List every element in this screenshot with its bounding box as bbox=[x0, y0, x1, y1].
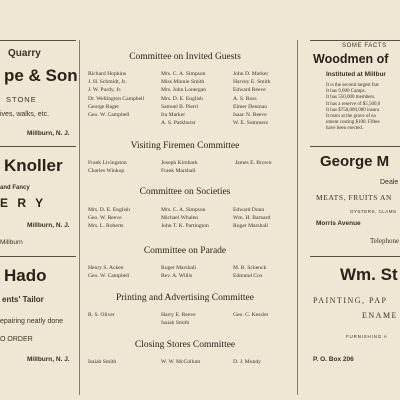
list-item: Michael Whalen bbox=[161, 215, 199, 222]
list-item: Edward Reeve bbox=[233, 87, 266, 94]
list-item: J. H. Schmidt, Jr. bbox=[88, 79, 127, 86]
list-item: Rev. A. Willis bbox=[161, 273, 193, 280]
section-title-visiting-firemen: Visiting Firemen Committee bbox=[130, 141, 240, 151]
list-item: Isaac N. Reeve bbox=[233, 112, 267, 119]
section-1-col-2 bbox=[235, 159, 272, 167]
list-item: It rears at the grave of ea bbox=[326, 114, 376, 120]
section-5-col-1 bbox=[161, 358, 200, 366]
list-item: have been erected. bbox=[326, 126, 364, 132]
divider-right bbox=[297, 40, 298, 395]
millburn-text-2: Millburn, N. J. bbox=[27, 222, 70, 229]
section-title-parade: Committee on Parade bbox=[143, 246, 227, 256]
list-item: Frank Livingston bbox=[88, 160, 127, 166]
pe-son-heading: pe & Son bbox=[4, 66, 78, 85]
section-2-col-2 bbox=[233, 206, 270, 231]
list-item: Charles Winkop bbox=[88, 168, 125, 175]
list-item: Mrs. L. Roberts bbox=[88, 223, 124, 230]
facts-list bbox=[326, 83, 380, 133]
list-item: Richard Hopkins bbox=[88, 71, 127, 77]
list-item: Isaiah Smith bbox=[88, 359, 117, 365]
list-item: It has 550,000 members. bbox=[326, 95, 376, 101]
section-4-col-1 bbox=[161, 311, 196, 327]
section-5-col-2 bbox=[233, 358, 261, 366]
list-item: John D. Marker bbox=[233, 71, 269, 77]
millburn-text-4: Millburn, N. J. bbox=[27, 356, 70, 363]
right-rule-2 bbox=[310, 146, 400, 147]
list-item: Mrs. D. E. English bbox=[161, 95, 203, 102]
list-item: It has 9,000 Camps. bbox=[326, 89, 366, 95]
section-title-printing: Printing and Advertising Committee bbox=[115, 293, 254, 303]
list-item: Roger Marshall bbox=[233, 223, 268, 230]
millburn-text-3: Millburn bbox=[0, 239, 23, 246]
quarry-text: Quarry bbox=[8, 48, 41, 59]
dealer-text: Deale bbox=[380, 179, 399, 186]
telephone-text: Telephone bbox=[370, 237, 400, 245]
meats-text: MEATS, FRUITS AN bbox=[316, 193, 393, 202]
list-item: W. E. Summers bbox=[233, 120, 268, 127]
list-item: A. S. Ross bbox=[233, 95, 257, 102]
pobox-text: P. O. Box 206 bbox=[313, 356, 354, 363]
list-item: Geo. W. Campbell bbox=[88, 273, 130, 280]
section-4-col-0 bbox=[88, 311, 115, 319]
list-item: Isaiah Smith bbox=[161, 320, 190, 327]
instituted-text: Instituted at Millbur bbox=[326, 71, 386, 78]
order-text: O ORDER bbox=[0, 336, 33, 343]
right-rule-top bbox=[310, 40, 400, 41]
section-4-col-2 bbox=[233, 311, 268, 319]
list-item: James E. Brown bbox=[235, 160, 272, 166]
george-heading: George M bbox=[320, 153, 390, 170]
list-item: Mrs. John Lonergan bbox=[161, 87, 207, 94]
right-rule-3 bbox=[310, 256, 400, 257]
and-fancy-text: and Fancy bbox=[0, 185, 30, 191]
list-item: Joseph Kimbark bbox=[161, 160, 198, 166]
list-item: J. W. Purdy, Jr. bbox=[88, 87, 122, 94]
list-item: George Rager bbox=[88, 103, 120, 110]
some-facts-text: SOME FACTS bbox=[342, 43, 387, 49]
painting-text: PAINTING, PAP bbox=[313, 296, 388, 305]
list-item: John T. K. Partington bbox=[161, 223, 209, 230]
list-item: It is the second largest frat bbox=[326, 83, 379, 88]
section-3-col-2 bbox=[233, 264, 266, 280]
center-column bbox=[80, 0, 290, 400]
list-item: D. J. Mundy bbox=[233, 359, 261, 365]
morris-text: Morris Avenue bbox=[316, 220, 361, 227]
section-1-col-1 bbox=[161, 159, 198, 175]
left-rule-3 bbox=[0, 256, 76, 257]
list-item: Mrs. C. A. Simpson bbox=[161, 207, 206, 213]
list-item: W. W. McCollum bbox=[161, 359, 201, 365]
section-5-col-0 bbox=[88, 358, 116, 366]
furnishing-text: FURNISHING A bbox=[346, 334, 388, 339]
section-2-col-0 bbox=[88, 206, 130, 231]
oysters-text: OYSTERS, CLAMS bbox=[350, 209, 397, 214]
list-item: R. S. Oliver bbox=[88, 312, 115, 318]
list-item: Geo. C. Kessler bbox=[233, 312, 269, 318]
woodmen-heading: Woodmen of bbox=[313, 52, 389, 66]
section-title-closing-stores: Closing Stores Committee bbox=[134, 340, 236, 350]
section-0-col-0 bbox=[88, 70, 144, 119]
list-item: Miss Minnie Smith bbox=[161, 79, 205, 86]
list-item: Henry S. Acken bbox=[88, 265, 124, 271]
list-item: Ira Marker bbox=[161, 112, 186, 119]
list-item: Elmer Denman bbox=[233, 103, 268, 110]
section-3-col-1 bbox=[161, 264, 196, 280]
list-item: It has a reserve of $5,500,0 bbox=[326, 101, 381, 107]
list-item: Wm. H. Barnard bbox=[233, 215, 271, 222]
tailor-text: ents' Tailor bbox=[2, 295, 44, 304]
list-item: Harry E. Reeve bbox=[161, 312, 196, 318]
ives-text: ives, walks, etc. bbox=[0, 111, 50, 118]
list-item: Geo. W. Campbell bbox=[88, 112, 130, 119]
section-2-col-1 bbox=[161, 206, 209, 231]
list-item: Harvey E. Smith bbox=[233, 79, 271, 86]
section-title-societies: Committee on Societies bbox=[139, 187, 231, 197]
ery-heading: E R Y bbox=[0, 196, 47, 210]
list-item: Samuel B. Pierri bbox=[161, 103, 199, 110]
millburn-text-1: Millburn, N. J. bbox=[27, 130, 70, 137]
knoller-heading: Knoller bbox=[4, 156, 63, 175]
list-item: Mrs. C. A. Simpson bbox=[161, 71, 206, 77]
section-0-col-2 bbox=[233, 70, 270, 127]
list-item: Edmund Cox bbox=[233, 273, 263, 280]
left-column bbox=[0, 0, 78, 400]
list-item: Edward Dunn bbox=[233, 207, 265, 213]
list-item: ument costing $100. Fiftee bbox=[326, 120, 380, 126]
stone-text: STONE bbox=[6, 95, 37, 104]
repairing-text: epairing neatly done bbox=[0, 318, 64, 325]
hado-heading: Hado bbox=[4, 266, 47, 285]
list-item: A. S. Parkhurst bbox=[161, 120, 196, 127]
ename-text: ENAME bbox=[362, 311, 398, 320]
left-rule-2 bbox=[0, 146, 76, 147]
list-item: Roger Marshall bbox=[161, 265, 196, 271]
section-title-invited-guests: Committee on Invited Guests bbox=[129, 52, 241, 62]
section-3-col-0 bbox=[88, 264, 129, 280]
list-item: Dr. Wellington Campbell bbox=[88, 95, 145, 102]
list-item: M. B. Schenck bbox=[233, 265, 267, 271]
list-item: It has $750,000,000 insura bbox=[326, 107, 380, 113]
section-0-col-1 bbox=[161, 70, 206, 127]
left-rule-top bbox=[0, 40, 76, 41]
section-1-col-0 bbox=[88, 159, 127, 175]
list-item: Mrs. D. E. English bbox=[88, 207, 130, 213]
right-column bbox=[310, 0, 400, 400]
list-item: Geo. W. Reeve bbox=[88, 215, 122, 222]
list-item: Frank Marshall bbox=[161, 168, 196, 175]
wm-heading: Wm. St bbox=[340, 265, 398, 284]
